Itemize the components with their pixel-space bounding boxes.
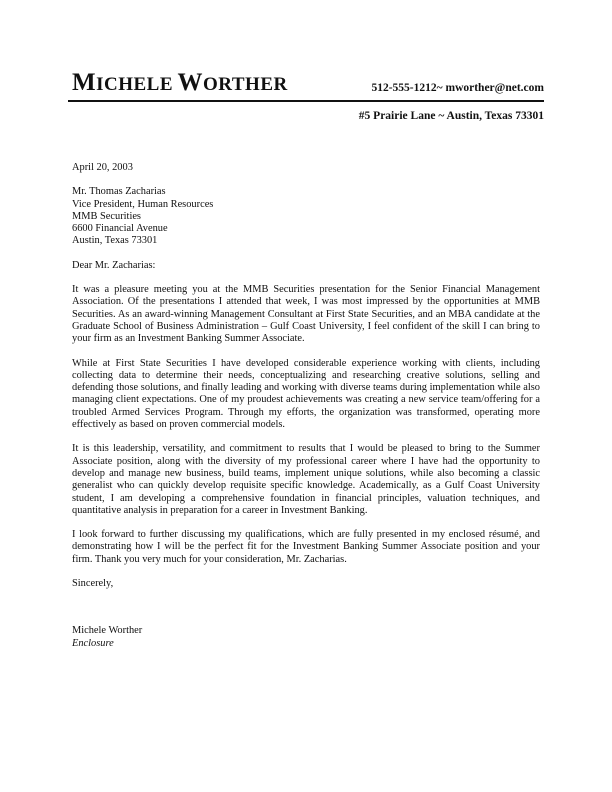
body-paragraph: I look forward to further discussing my qualifications, which are fully presented in my enclosed résumé, and demonstrating how I will be the perfect fit for the Investment Banking Summer Associate position and your firm. Thank you very much for your consideration, Mr. Zacharias. (72, 529, 540, 565)
name-first-rest: ICHELE (96, 74, 174, 95)
recipient-line: Vice President, Human Resources (72, 198, 214, 210)
name-last-initial: W (177, 69, 204, 96)
recipient-line: Austin, Texas 73301 (72, 235, 158, 247)
letter-body (72, 162, 540, 650)
signature-name: Michele Worther (72, 625, 143, 637)
body-paragraph: It is this leadership, versatility, and commitment to results that I would be pleased to bring to the Summer Associate position, along with the diversity of my professional career where I have had the opportunity to develop and manage new business, build teams, implement unique solutions, while also becoming a classic generalist who can quickly develop requisite specific knowledge. Academically, as a Gulf Coast University student, I am developing a comprehensive foundation in financial principles, valuation techniques, and quantitative analysis in preparation for a career in Investment Banking. (72, 443, 540, 516)
letter-date: April 20, 2003 (72, 162, 133, 173)
closing: Sincerely, (72, 578, 114, 590)
enclosure-note: Enclosure (72, 637, 114, 649)
name-first-initial: M (72, 69, 97, 96)
sender-name (72, 70, 288, 95)
recipient-line: Mr. Thomas Zacharias (72, 186, 166, 198)
sender-address: #5 Prairie Lane ~ Austin, Texas 73301 (358, 110, 544, 122)
salutation: Dear Mr. Zacharias: (72, 259, 156, 271)
name-last-rest: ORTHER (203, 74, 288, 95)
recipient-line: 6600 Financial Avenue (72, 223, 168, 235)
header-divider (68, 100, 544, 102)
recipient-block (72, 186, 540, 247)
body-paragraph: It was a pleasure meeting you at the MMB Securities presentation for the Senior Financial Management Association. Of the presentations I attended that week, I was most impressed by the opportunities at MMB Securities. As an award-winning Management Consultant at First State Securities, and an MBA candidate at the Graduate School of Business Administration – Gulf Coast University, I feel confident of the skill I can bring to your firm as an Investment Banking Summer Associate. (72, 284, 540, 345)
body-paragraph: While at First State Securities I have developed considerable experience working with clients, including collecting data to determine their needs, conceptualizing and researching creative solutions, selling and defending those solutions, and finally leading and working with diverse teams during implementation while also managing client expectations. One of my proudest achievements was creating a new service team/offering for a troubled Armed Services Program. Through my efforts, the organization was transformed, operating more effectively as based on proven commercial models. (72, 357, 540, 431)
recipient-line: MMB Securities (72, 210, 141, 222)
sender-contact: 512-555-1212~ mworther@net.com (371, 82, 544, 94)
